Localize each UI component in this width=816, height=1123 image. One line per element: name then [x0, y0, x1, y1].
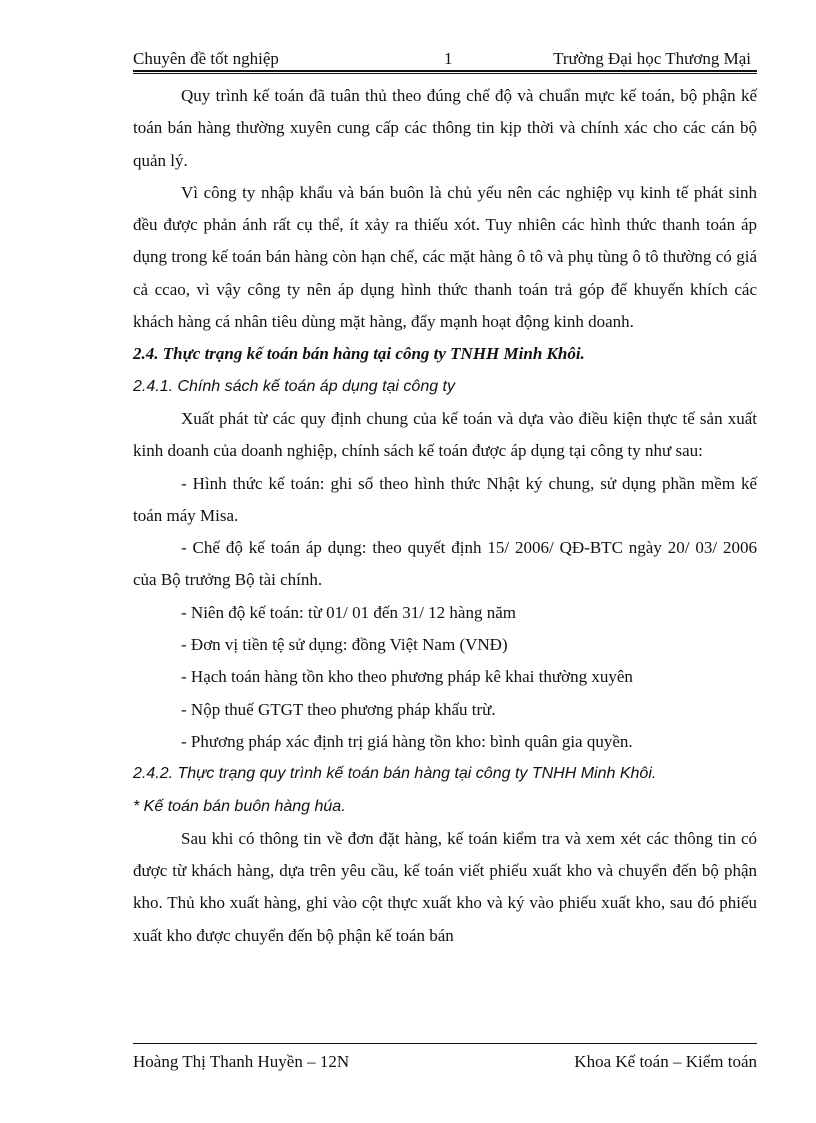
- paragraph-accounting-policy: Xuất phát từ các quy định chung của kế toán và dựa vào điều kiện thực tế sản xuất kinh doanh của doanh nghiệp, chính sách kế toán được áp dụng tại công ty như sau:: [133, 408, 757, 461]
- section-heading-2-4: 2.4. Thực trạng kế toán bán hàng tại công ty TNHH Minh Khôi.: [133, 344, 585, 364]
- list-item: - Chế độ kế toán áp dụng: theo quyết định 15/ 2006/ QĐ-BTC ngày 20/ 03/ 2006 của Bộ trưởng Bộ tài chính.: [133, 538, 757, 590]
- footer-department: Khoa Kế toán – Kiểm toán: [574, 1052, 757, 1071]
- paragraph-payment-methods: Vì công ty nhập khẩu và bán buôn là chủ yếu nên các nghiệp vụ kinh tế phát sinh đều được phản ánh rất cụ thể, ít xảy ra thiếu xót. Tuy nhiên các hình thức thanh toán áp dụng trong kế toán bán hàng còn hạn chế, các mặt hàng ô tô và phụ tùng ô tô thường có giá cả ccao, vì vậy công ty nên áp dụng hình thức thanh toán trả góp để khuyến khích các khách hàng cá nhân tiêu dùng mặt hàng, đẩy mạnh hoạt động kinh doanh.: [133, 182, 757, 332]
- list-item: - Hạch toán hàng tồn kho theo phương pháp kê khai thường xuyên: [181, 667, 633, 687]
- header-school-name: Trường Đại học Thương Mại: [553, 49, 751, 68]
- paragraph-order-process: Sau khi có thông tin về đơn đặt hàng, kế toán kiểm tra và xem xét các thông tin có được từ khách hàng, dựa trên yêu cầu, kế toán viết phiếu xuất kho và chuyển đến bộ phận kho. Thủ kho xuất hàng, ghi vào cột thực xuất kho và ký vào phiếu xuất kho, sau đó phiếu xuất kho được chuyển đến bộ phận kế toán bán: [133, 828, 757, 945]
- page-header: [133, 46, 757, 72]
- list-item: - Niên độ kế toán: từ 01/ 01 đến 31/ 12 hàng năm: [181, 602, 516, 622]
- list-item: - Nộp thuế GTGT theo phương pháp khấu trừ.: [181, 699, 496, 719]
- paragraph-accounting-process: Quy trình kế toán đã tuân thủ theo đúng chế độ và chuẩn mực kế toán, bộ phận kế toán bán hàng thường xuyên cung cấp các thông tin kịp thời và chính xác cho các cán bộ quản lý.: [133, 86, 757, 170]
- header-document-title: Chuyên đề tốt nghiệp: [133, 49, 279, 68]
- header-page-number: 1: [444, 49, 453, 68]
- section-heading-2-4-1: 2.4.1. Chính sách kế toán áp dụng tại công ty: [133, 377, 455, 395]
- page-footer: [133, 1043, 757, 1074]
- footer-author: Hoàng Thị Thanh Huyền – 12N: [133, 1052, 350, 1071]
- section-heading-2-4-2: 2.4.2. Thực trạng quy trình kế toán bán hàng tại công ty TNHH Minh Khôi.: [133, 765, 657, 783]
- page-body: [133, 80, 757, 952]
- header-double-rule: [133, 73, 757, 74]
- list-item: - Đơn vị tiền tệ sử dụng: đồng Việt Nam (VNĐ): [181, 635, 508, 655]
- list-item: - Phương pháp xác định trị giá hàng tồn kho: bình quân gia quyền.: [181, 731, 633, 751]
- subheading-wholesale: * Kế toán bán buôn hàng húa.: [133, 797, 346, 815]
- list-item: - Hình thức kế toán: ghi sổ theo hình thức Nhật ký chung, sử dụng phần mềm kế toán máy Misa.: [133, 473, 757, 525]
